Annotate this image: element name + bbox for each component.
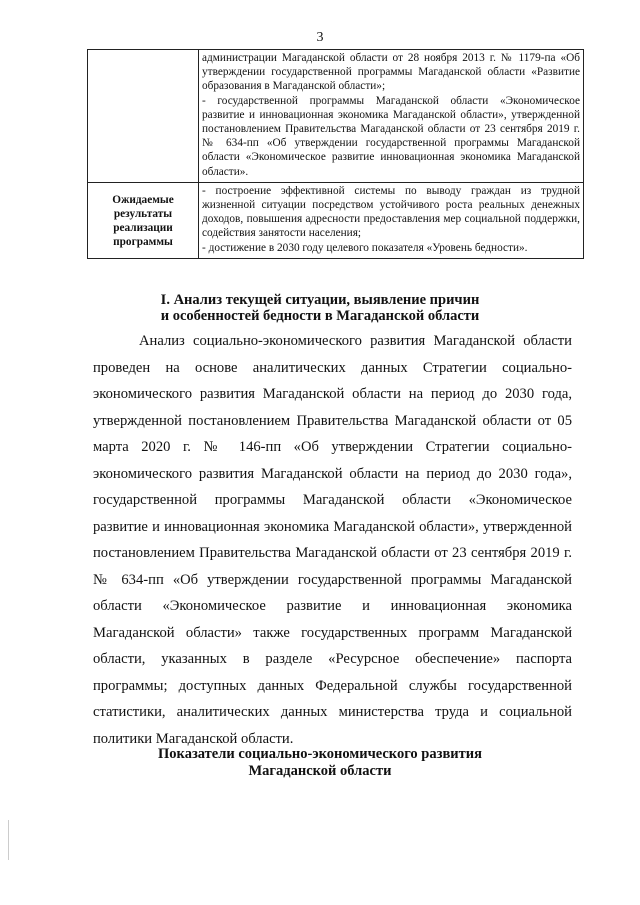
program-passport-table: [87, 49, 584, 259]
subsection-title: [0, 746, 640, 780]
list-item: администрации Магаданской области от 28 ноября 2013 г. № 1179-па «Об утверждении государственной программы Магаданской области «Развитие образования в Магаданской области»;: [202, 52, 580, 93]
body-paragraph: Анализ социально-экономического развития Магаданской области проведен на основе аналитических данных Стратегии социально-экономического развития Магаданской области на период до 2030 года, утвержденной постановлением Правительства Магаданской области от 05 марта 2020 г. № 146-пп «Об утверждении Стратегии социально-экономического развития Магаданской области на период до 2030 года», государственной программы Магаданской области «Экономическое развитие и инновационная экономика Магаданской области», утвержденной постановлением Правительства Магаданской области от 23 сентября 2019 г. № 634-пп «Об утверждении государственной программы Магаданской области «Экономическое развитие и инновационная экономика Магаданской области» также государственных программ Магаданской области, указанных в разделе «Ресурсное обеспечение» паспорта программы; доступных данных Федеральной службы государственной статистики, аналитических данных министерства труда и социальной политики Магаданской области.: [93, 333, 572, 747]
section-title: [0, 292, 640, 324]
table-row: [88, 182, 584, 258]
list-item: - достижение в 2030 году целевого показателя «Уровень бедности».: [202, 241, 528, 254]
list-item: - государственной программы Магаданской области «Экономическое развитие и инновационная экономика Магаданской области», утвержденной постановлением Правительства Магаданской области от 23 сентября 2019 г. № 634-пп «Об утверждении государственной программы Магаданской области «Экономическое развитие инновационная экономика Магаданской области».: [202, 94, 580, 178]
row-value: [199, 50, 584, 183]
row-label: [88, 50, 199, 183]
list-item: - построение эффективной системы по выводу граждан из трудной жизненной ситуации посредством устойчивого роста реальных денежных доходов, повышения адресности предоставления мер социальной поддержки, содействия занятости населения;: [202, 184, 580, 240]
section-body: [93, 328, 572, 752]
row-value-expected-results: [199, 182, 584, 258]
page-number: 3: [316, 30, 324, 45]
section-title-line: I. Анализ текущей ситуации, выявление причин: [160, 292, 480, 308]
subsection-title-line: Магаданской области: [248, 763, 392, 779]
section-title-line: и особенностей бедности в Магаданской области: [160, 308, 480, 324]
scan-artifact: [8, 820, 9, 860]
row-label-expected-results: Ожидаемые результаты реализации программы: [88, 182, 199, 258]
table-row: [88, 50, 584, 183]
subsection-title-line: Показатели социально-экономического развития: [158, 746, 482, 762]
